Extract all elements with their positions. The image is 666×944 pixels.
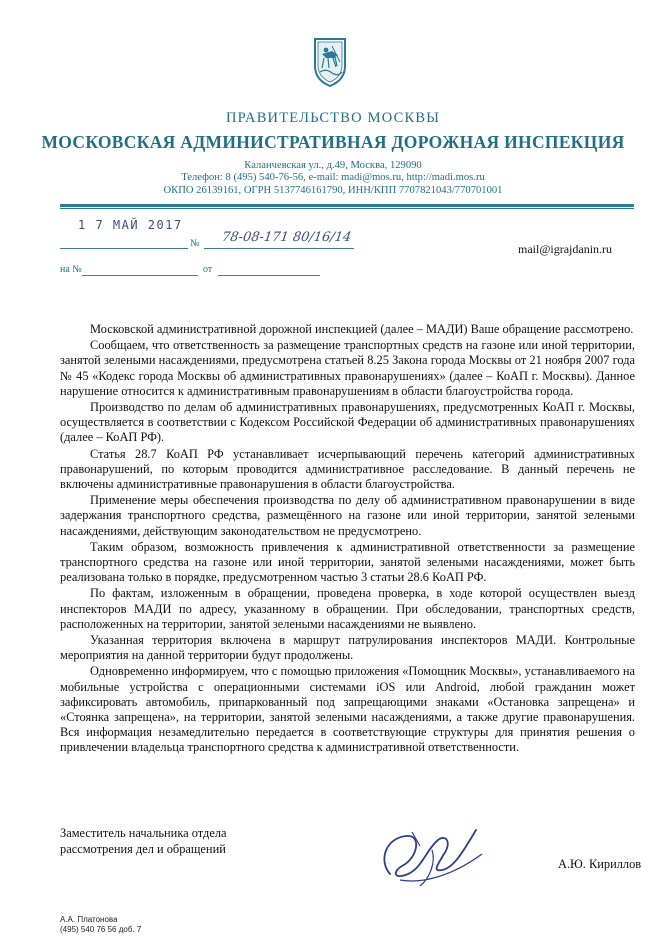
body-paragraph: По фактам, изложенным в обращении, проведена проверка, в ходе которой осуществлен выезд инспекторов МАДИ по адресу, указанному в обращении. При обследовании, транспортных средств, расположенных на территории, занятой зелеными насаждениями не выявлено. bbox=[60, 586, 635, 631]
signatory-title bbox=[60, 825, 227, 857]
body-paragraph: Указанная территория включена в маршрут патрулирования инспекторов МАДИ. Контрольные мероприятия на данной территории будут продолжены. bbox=[60, 633, 635, 663]
from-label: от bbox=[203, 264, 213, 275]
letter-body bbox=[60, 322, 635, 756]
body-paragraph: Применение меры обеспечения производства по делу об административном правонарушении в виде задержания транспортного средства, размещённого на газоне или иной территории, занятой зелеными насаждениями, действующим законодательством не предусмотрено. bbox=[60, 493, 635, 538]
executor-info bbox=[60, 915, 141, 935]
registration-number: 78-08-171 80/16/14 bbox=[220, 230, 353, 245]
moscow-coat-of-arms-icon bbox=[312, 36, 348, 88]
recipient-email: mail@igrajdanin.ru bbox=[518, 242, 613, 256]
header-divider-thick bbox=[60, 204, 634, 207]
handwritten-signature bbox=[372, 810, 492, 895]
body-paragraph: Одновременно информируем, что с помощью приложения «Помощник Москвы», устанавливаемого на мобильные устройства с операционными системами iOS или Android, любой гражданин может зафиксировать автомобиль, припаркованный под запрещающими знаками «Остановка запрещена» и «Стоянка запрещена», на территории, занятой зелеными насаждениями, а также другие правонарушения. Вся информация незамедлительно передается в соответствующие структуры для принятия решения о привлечении владельца транспортного средства к административной ответственности. bbox=[60, 664, 635, 755]
date-stamp: 1 7 МАЙ 2017 bbox=[78, 218, 183, 232]
registry-codes-line: ОКПО 26139161, ОГРН 5137746161790, ИНН/КПП 7707821043/770701001 bbox=[163, 185, 503, 196]
signatory-title-line: рассмотрения дел и обращений bbox=[60, 842, 226, 856]
address-line: Каланчевская ул., д.49, Москва, 129090 bbox=[244, 160, 422, 171]
contacts-line: Телефон: 8 (495) 540-76-56, e-mail: madi@mos.ru, http://madi.mos.ru bbox=[181, 172, 485, 183]
government-title: ПРАВИТЕЛЬСТВО МОСКВЫ bbox=[225, 110, 441, 126]
from-line bbox=[218, 275, 320, 276]
header-divider-thin bbox=[60, 208, 634, 209]
number-line bbox=[204, 248, 354, 249]
body-paragraph: Московской административной дорожной инспекцией (далее – МАДИ) Ваше обращение рассмотрено. bbox=[90, 322, 634, 336]
in-reply-line bbox=[82, 275, 198, 276]
signatory-name: А.Ю. Кириллов bbox=[558, 857, 642, 871]
date-line bbox=[60, 248, 188, 249]
body-paragraph: Таким образом, возможность привлечения к административной ответственности за размещение транспортного средства на газоне или иной территории, занятой зелеными насаждениями, может быть реализована только в порядке, предусмотренном частью 3 статьи 28.6 КоАП РФ. bbox=[60, 539, 635, 585]
organization-title: МОСКОВСКАЯ АДМИНИСТРАТИВНАЯ ДОРОЖНАЯ ИНСПЕКЦИЯ bbox=[41, 132, 625, 152]
signatory-title-line: Заместитель начальника отдела bbox=[60, 826, 227, 840]
executor-name: А.А. Платонова bbox=[60, 915, 118, 924]
body-paragraph: Производство по делам об административных правонарушениях, предусмотренных КоАП г. Москвы, осуществляется в соответствии с Кодексом Российской Федерации об административных правонарушениях (далее – КоАП РФ). bbox=[60, 400, 635, 445]
body-paragraph: Сообщаем, что ответственность за размещение транспортных средств на газоне или иной территории, занятой зелеными насаждениями, предусмотрена статьей 8.25 Закона города Москвы от 21 ноября 2007 года № 45 «Кодекс города Москвы об административных правонарушениях» (далее – КоАП г. Москвы). Данное нарушение относится к административным правонарушениям в области благоустройства города. bbox=[60, 338, 635, 398]
executor-phone: (495) 540 76 56 доб. 7 bbox=[60, 925, 142, 934]
number-label: № bbox=[190, 238, 200, 249]
in-reply-label: на № bbox=[60, 264, 82, 275]
body-paragraph: Статья 28.7 КоАП РФ устанавливает исчерпывающий перечень категорий административных правонарушений, по которым проводится административное расследование. В данный перечень не включены административные правонарушения в области благоустройства. bbox=[60, 446, 635, 492]
